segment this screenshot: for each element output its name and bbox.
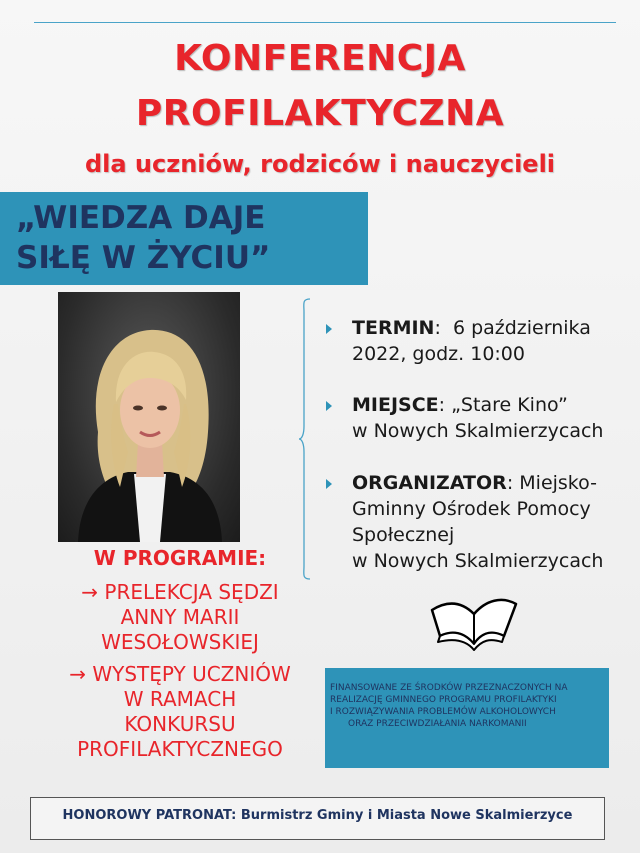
slogan-line-1: „WIEDZA DAJE bbox=[16, 200, 266, 236]
miejsce-venue: „Stare Kino” bbox=[451, 394, 568, 416]
termin-date: 6 października bbox=[452, 317, 591, 339]
program-item-lecture bbox=[30, 580, 330, 655]
triangle-bullet-icon bbox=[326, 324, 332, 334]
funding-line-2: REALIZACJĘ GMINNEGO PROGRAMU PROFILAKTYKI bbox=[330, 695, 557, 705]
organizator-line-2: Gminny Ośrodek Pomocy bbox=[352, 498, 591, 520]
funding-line-1: FINANSOWANE ZE ŚRODKÓW PRZEZNACZONYCH NA bbox=[330, 683, 568, 693]
program-item-line: → WYSTĘPY UCZNIÓW bbox=[69, 662, 291, 686]
top-divider bbox=[34, 22, 616, 23]
slogan bbox=[16, 198, 366, 278]
program-item-line: W RAMACH bbox=[123, 687, 237, 711]
program-item-line: ANNY MARII bbox=[120, 605, 240, 629]
program-item-performances bbox=[30, 662, 330, 762]
speaker-photo bbox=[58, 292, 240, 542]
triangle-bullet-icon bbox=[326, 401, 332, 411]
info-termin: TERMIN: 6 października 2022, godz. 10:00 bbox=[326, 315, 626, 367]
program-item-line: KONKURSU bbox=[124, 712, 236, 736]
patronage-text: HONOROWY PATRONAT: Burmistrz Gminy i Miasta Nowe Skalmierzyce bbox=[62, 808, 573, 823]
title-line-1: KONFERENCJA bbox=[174, 38, 466, 79]
miejsce-label: MIEJSCE bbox=[352, 394, 439, 416]
slogan-line-2: SIŁĘ W ŻYCIU” bbox=[16, 240, 271, 276]
program-heading: W PROGRAMIE: bbox=[93, 546, 267, 570]
organizator-line-1: Miejsko- bbox=[519, 472, 597, 494]
organizator-label: ORGANIZATOR bbox=[352, 472, 507, 494]
termin-time: 2022, godz. 10:00 bbox=[352, 343, 525, 365]
program-item-line: PROFILAKTYCZNEGO bbox=[77, 737, 283, 761]
program-item-line: → PRELEKCJA SĘDZI bbox=[81, 580, 279, 604]
triangle-bullet-icon bbox=[326, 479, 332, 489]
miejsce-town: w Nowych Skalmierzycach bbox=[352, 420, 604, 442]
title-line-2: PROFILAKTYCZNA bbox=[135, 93, 505, 134]
subtitle: dla uczniów, rodziców i nauczycieli bbox=[84, 150, 556, 178]
termin-label: TERMIN bbox=[352, 317, 435, 339]
organizator-line-4: w Nowych Skalmierzycach bbox=[352, 550, 604, 572]
info-bracket bbox=[298, 298, 312, 580]
funding-line-3: I ROZWIĄZYWANIA PROBLEMÓW ALKOHOLOWYCH bbox=[330, 707, 556, 717]
program-item-line: WESOŁOWSKIEJ bbox=[101, 630, 259, 654]
funding-note bbox=[330, 682, 610, 730]
funding-line-4: ORAZ PRZECIWDZIAŁANIA NARKOMANII bbox=[348, 719, 527, 729]
info-miejsce: MIEJSCE: „Stare Kino” w Nowych Skalmierzycach bbox=[326, 392, 626, 444]
organizator-line-3: Społecznej bbox=[352, 524, 455, 546]
open-book-icon bbox=[428, 580, 520, 652]
info-organizator: ORGANIZATOR: Miejsko- Gminny Ośrodek Pomocy Społecznej w Nowych Skalmierzycach bbox=[326, 470, 626, 574]
